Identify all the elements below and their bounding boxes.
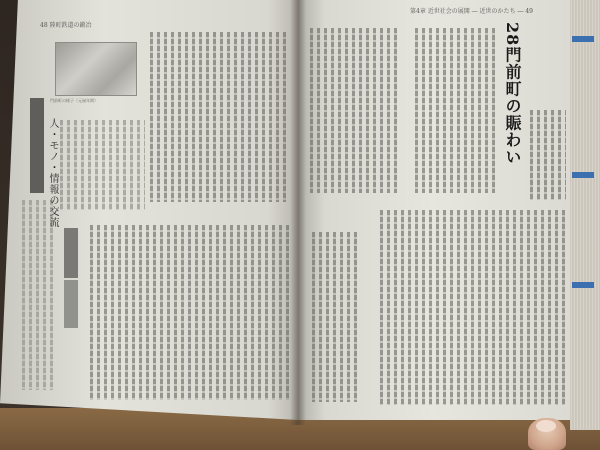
page-stack-edge xyxy=(570,0,600,430)
chapter-title: 28門前町の賑わい xyxy=(503,22,522,166)
index-tab xyxy=(572,172,594,178)
book-gutter xyxy=(290,0,306,425)
photo-caption: 門前町の様子（元禄年間） xyxy=(50,98,98,103)
left-running-head: 48 陸町鉄道の鍛冶 xyxy=(40,22,92,29)
note-box xyxy=(64,228,78,278)
text-column xyxy=(415,28,495,193)
note-box xyxy=(64,280,78,328)
text-column xyxy=(530,110,566,200)
text-column xyxy=(150,32,290,202)
index-tab xyxy=(572,36,594,42)
section-heading xyxy=(402,75,412,155)
text-column xyxy=(380,210,565,405)
index-tab xyxy=(572,282,594,288)
section-heading xyxy=(364,222,374,302)
section-side-tab xyxy=(30,98,44,193)
text-column xyxy=(312,232,360,402)
text-column xyxy=(310,28,400,193)
right-running-head: 第4章 近世社会の展開 ― 近世のかたち ― 49 xyxy=(410,8,533,15)
section-side-label: 人・モノ・情報の交流 xyxy=(47,118,58,228)
thumbnail-nail xyxy=(536,420,556,432)
photo-icon xyxy=(55,42,137,96)
text-column xyxy=(60,120,145,210)
text-column xyxy=(90,225,290,400)
text-column xyxy=(22,200,57,390)
